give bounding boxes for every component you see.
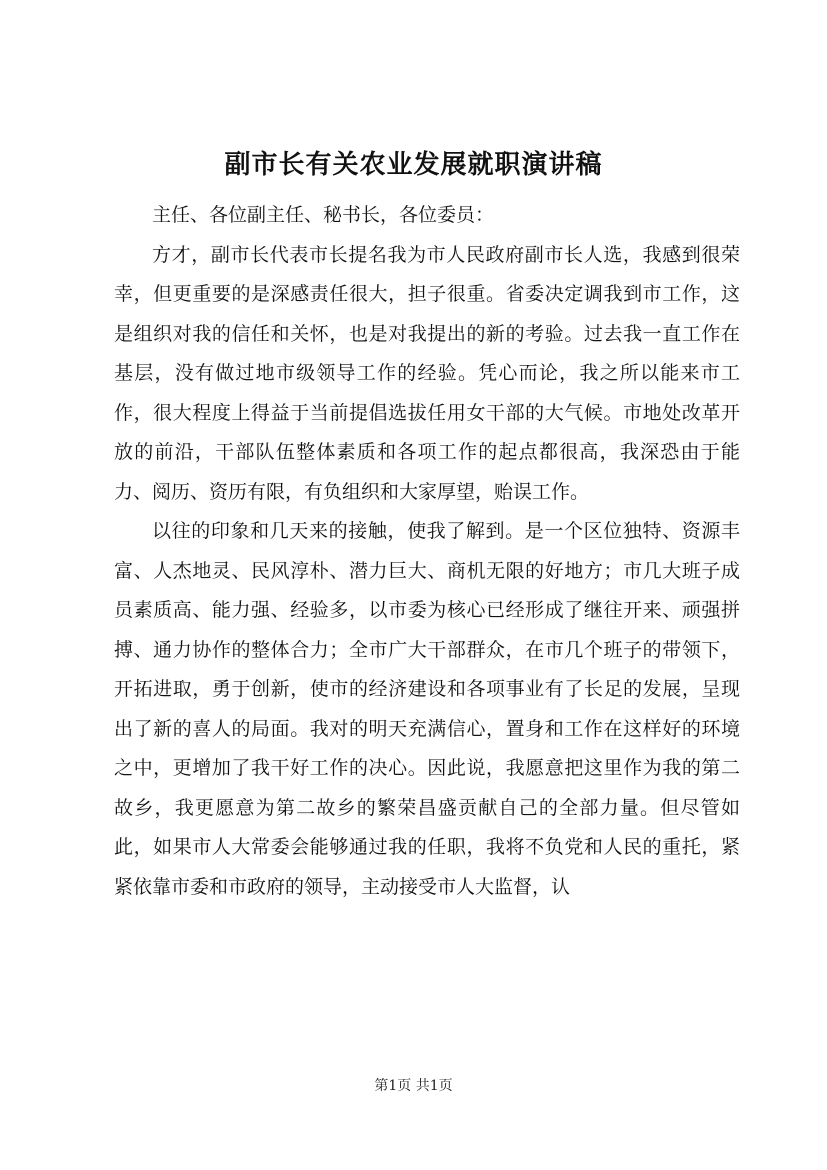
paragraph-1: 方才，副市长代表市长提名我为市人民政府副市长人选，我感到很荣幸，但更重要的是深感责任很大，担子很重。省委决定调我到市工作，这是组织对我的信任和关怀，也是对我提出的新的考验。过去我一直工作在基层，没有做过地市级领导工作的经验。凭心而论，我之所以能来市工作，很大程度上得益于当前提倡选拔任用女干部的大气候。市地处改革开放的前沿，干部队伍整体素质和各项工作的起点都很高，我深恐由于能力、阅历、资历有限，有负组织和大家厚望，贻误工作。	[114, 243, 740, 503]
document-body	[114, 196, 740, 907]
salutation: 主任、各位副主任、秘书长，各位委员：	[152, 204, 495, 226]
page-footer: 第1页 共1页	[374, 1078, 453, 1094]
document-title: 副市长有关农业发展就职演讲稿	[224, 150, 603, 180]
paragraph-2: 以往的印象和几天来的接触，使我了解到。是一个区位独特、资源丰富、人杰地灵、民风淳朴、潜力巨大、商机无限的好地方；市几大班子成员素质高、能力强、经验多，以市委为核心已经形成了继往开来、顽强拼搏、通力协作的整体合力；全市广大干部群众，在市几个班子的带领下，开拓进取，勇于创新，使市的经济建设和各项事业有了长足的发展，呈现出了新的喜人的局面。我对的明天充满信心，置身和工作在这样好的环境之中，更增加了我干好工作的决心。因此说，我愿意把这里作为我的第二故乡，我更愿意为第二故乡的繁荣昌盛贡献自己的全部力量。但尽管如此，如果市人大常委会能够通过我的任职，我将不负党和人民的重托，紧紧依靠市委和市政府的领导，主动接受市人大监督，认	[114, 520, 740, 898]
